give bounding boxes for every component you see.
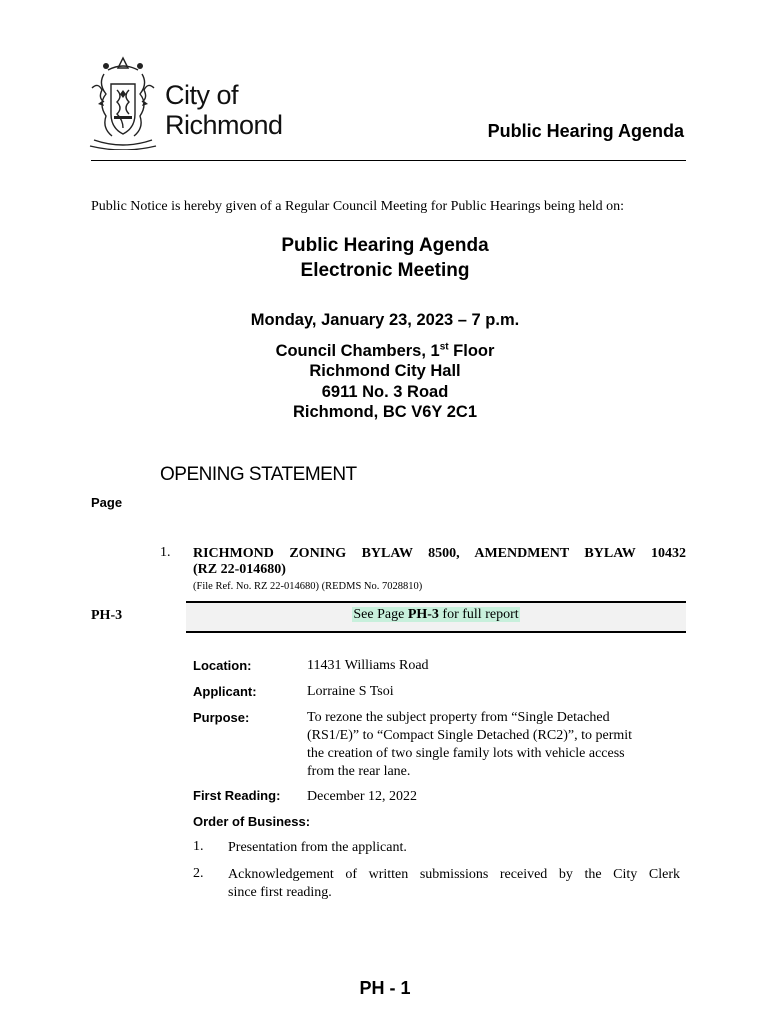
opening-statement: OPENING STATEMENT — [160, 464, 357, 485]
applicant-value: Lorraine S Tsoi — [307, 684, 394, 699]
public-notice: Public Notice is hereby given of a Regular Council Meeting for Public Hearings being held on: — [91, 199, 625, 214]
order-item-text: Presentation from the applicant. — [228, 840, 407, 855]
meeting-venue-line3: 6911 No. 3 Road — [321, 382, 449, 401]
page-column-label: Page — [91, 495, 123, 510]
agenda-title-line2: Electronic Meeting — [300, 260, 470, 281]
see-page-suffix: for full report — [438, 607, 519, 622]
purpose-label: Purpose: — [193, 710, 250, 725]
see-page-prefix: See Page — [353, 607, 408, 622]
purpose-line: To rezone the subject property from “Single Detached — [307, 710, 610, 725]
item-title-line2: (RZ 22-014680) — [193, 562, 286, 577]
venue-suffix: Floor — [448, 341, 495, 360]
see-page-link[interactable] — [186, 607, 686, 623]
header-divider — [91, 160, 686, 161]
meeting-date: Monday, January 23, 2023 – 7 p.m. — [250, 311, 520, 329]
location-label: Location: — [193, 658, 252, 673]
venue-sup: st — [439, 341, 449, 352]
order-item-text-cont: since first reading. — [228, 885, 332, 900]
agenda-title — [0, 233, 770, 283]
see-page-highlight[interactable] — [352, 607, 519, 622]
order-item-text: Acknowledgement of written submissions received by the City Clerk — [228, 867, 680, 882]
city-name — [165, 80, 283, 140]
first-reading-label: First Reading: — [193, 788, 281, 803]
venue-prefix: Council Chambers, 1 — [275, 341, 440, 360]
meeting-venue-line2: Richmond City Hall — [309, 362, 461, 380]
see-page-ref: PH-3 — [407, 607, 439, 622]
page-footer: PH - 1 — [359, 978, 411, 998]
header-title: Public Hearing Agenda — [487, 121, 684, 141]
order-item-number: 2. — [193, 866, 204, 881]
purpose-line: the creation of two single family lots with vehicle access — [307, 746, 625, 761]
first-reading-value: December 12, 2022 — [307, 789, 418, 804]
order-of-business-label: Order of Business: — [193, 814, 311, 829]
meeting-venue-line1 — [0, 341, 770, 362]
applicant-label: Applicant: — [193, 684, 257, 699]
city-crest-logo — [84, 54, 162, 150]
city-name-line2: Richmond — [165, 110, 283, 140]
purpose-line: from the rear lane. — [307, 764, 411, 779]
meeting-venue-line4: Richmond, BC V6Y 2C1 — [293, 403, 477, 421]
meeting-details — [0, 310, 770, 423]
order-item-number: 1. — [193, 839, 204, 854]
city-name-line1: City of — [165, 80, 239, 110]
location-value: 11431 Williams Road — [307, 658, 429, 673]
item-title-line1: RICHMOND ZONING BYLAW 8500, AMENDMENT BYLAW 10432 — [193, 546, 686, 561]
purpose-value — [307, 709, 667, 781]
page-reference: PH-3 — [91, 608, 123, 623]
file-reference: (File Ref. No. RZ 22-014680) (REDMS No. 7028810) — [193, 581, 423, 592]
purpose-line: (RS1/E)” to “Compact Single Detached (RC2)”, to permit — [307, 728, 633, 743]
item-number: 1. — [160, 545, 171, 560]
agenda-title-line1: Public Hearing Agenda — [281, 235, 489, 256]
